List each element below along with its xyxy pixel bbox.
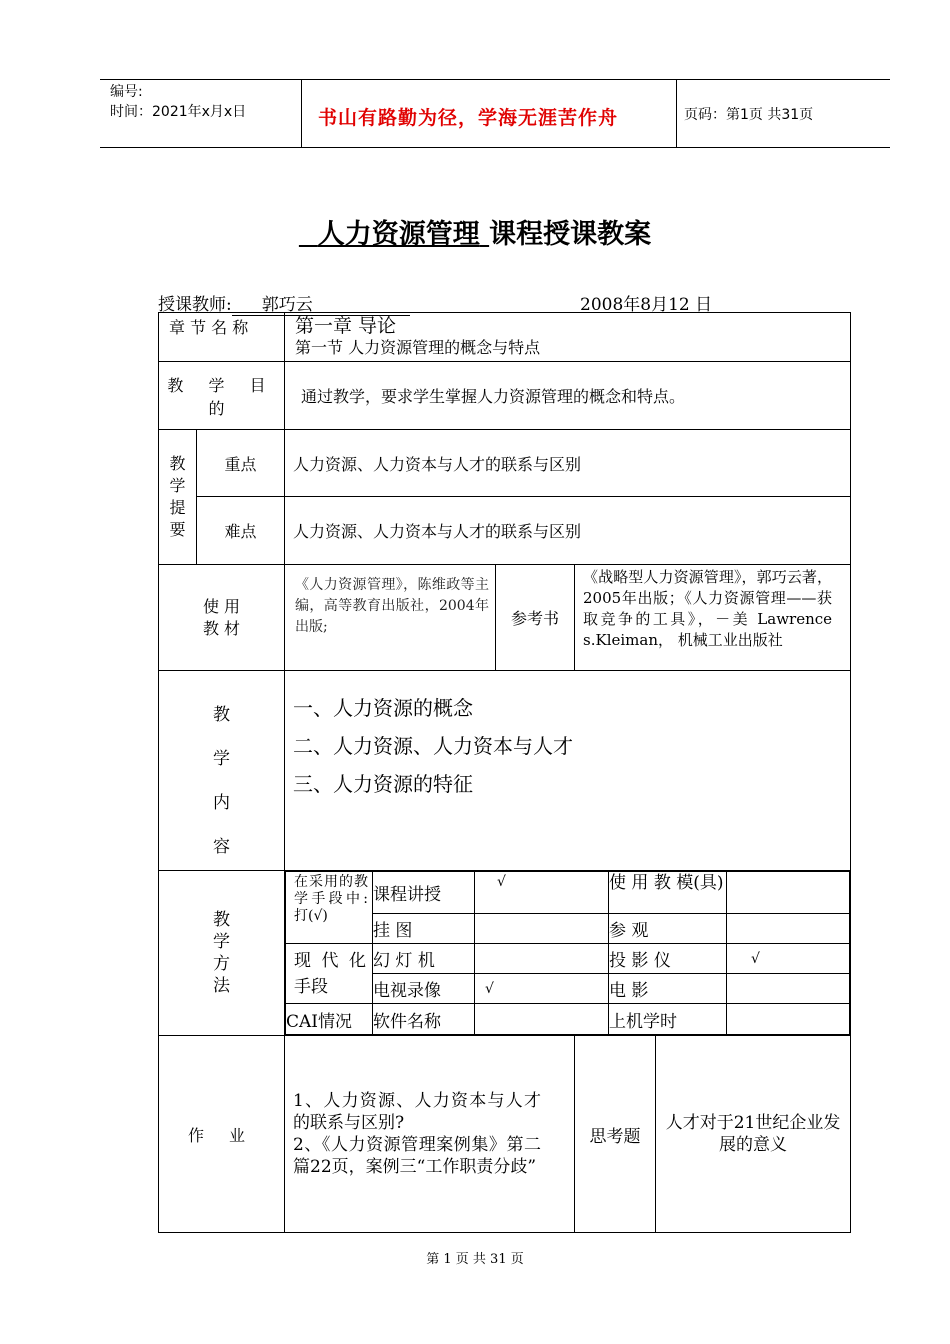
content-label bbox=[159, 671, 285, 871]
objective-label: 教 学 目 的 bbox=[159, 362, 285, 430]
method-visit: 参 观 bbox=[609, 914, 727, 944]
content-list bbox=[285, 671, 851, 871]
thinking-text: 人才对于21世纪企业发展的意义 bbox=[665, 1113, 841, 1155]
section-title: 第一节 人力资源管理的概念与特点 bbox=[295, 338, 541, 357]
key-point-text: 人力资源、人力资本与人才的联系与区别 bbox=[285, 430, 851, 497]
content-row bbox=[159, 671, 851, 871]
title-course: 人力资源管理 bbox=[317, 219, 480, 250]
method-lecture-check: √ bbox=[475, 872, 609, 914]
header-meta bbox=[110, 82, 246, 122]
materials-label bbox=[159, 565, 285, 671]
method-overhead-projector-check: √ bbox=[727, 944, 850, 974]
textbook-text: 《人力资源管理》，陈维政等主编，高等教育出版社，2004年出版; bbox=[285, 565, 496, 671]
lesson-date: 2008年8月12 日 bbox=[580, 295, 713, 315]
method-film-check bbox=[727, 974, 850, 1004]
content-label-char-1: 教 bbox=[213, 705, 230, 725]
header-bottom-rule bbox=[100, 147, 890, 148]
page-footer: 第 1 页 共 31 页 bbox=[426, 1252, 524, 1267]
key-point-row bbox=[159, 430, 851, 497]
header-page-number: 页码：第1页 共31页 bbox=[684, 107, 814, 123]
objective-row bbox=[159, 362, 851, 430]
lab-hours-value bbox=[727, 1004, 850, 1035]
content-label-char-2: 学 bbox=[213, 749, 230, 769]
content-label-char-3: 内 bbox=[213, 793, 230, 813]
method-teaching-model: 使 用 教 模(具) bbox=[609, 872, 727, 914]
reference-label: 参考书 bbox=[496, 565, 575, 671]
header-motto: 书山有路勤为径，学海无涯苦作舟 bbox=[318, 107, 619, 129]
software-name-label: 软件名称 bbox=[373, 1004, 475, 1035]
content-item-1: 一、人力资源的概念 bbox=[293, 696, 474, 720]
method-teaching-model-check bbox=[727, 872, 850, 914]
homework-row bbox=[159, 1036, 851, 1233]
homework-text: 1、人力资源、人力资本与人才的联系与区别? 2、《人力资源管理案例集》第二篇22页，案例三“工作职责分歧” bbox=[285, 1036, 575, 1233]
difficult-point-text: 人力资源、人力资本与人才的联系与区别 bbox=[285, 497, 851, 565]
materials-row bbox=[159, 565, 851, 671]
modern-means-label: 现 代 化手段 bbox=[286, 944, 373, 1004]
method-slide-projector: 幻 灯 机 bbox=[373, 944, 475, 974]
document-title bbox=[0, 212, 950, 251]
method-video-check: √ bbox=[475, 974, 609, 1004]
materials-label-line1: 使 用 bbox=[202, 596, 241, 616]
method-slide-projector-check bbox=[475, 944, 609, 974]
chapter-cell bbox=[285, 313, 851, 362]
header-top-rule bbox=[100, 79, 890, 80]
software-name-value bbox=[475, 1004, 609, 1035]
methods-row bbox=[159, 871, 851, 1036]
thinking-cell bbox=[575, 1036, 851, 1233]
method-wall-chart: 挂 图 bbox=[373, 914, 475, 944]
method-overhead-projector: 投 影 仪 bbox=[609, 944, 727, 974]
chapter-row bbox=[159, 313, 851, 362]
time-label: 时间：2021年x月x日 bbox=[110, 104, 247, 120]
chapter-label: 章 节 名 称 bbox=[159, 313, 285, 362]
key-point-label: 重点 bbox=[197, 430, 285, 497]
methods-table bbox=[285, 871, 850, 1035]
content-label-char-4: 容 bbox=[213, 837, 230, 857]
number-label: 编号: bbox=[110, 84, 143, 100]
header-divider-1 bbox=[301, 79, 302, 147]
methods-instruction: 在采用的教学手段中:打(√) bbox=[286, 872, 373, 944]
methods-row-1 bbox=[286, 872, 850, 914]
header-divider-2 bbox=[676, 79, 677, 147]
reference-text: 《战略型人力资源管理》，郭巧云著，2005年出版；《人力资源管理——获取竞争的工具》，－美 Lawrence s.Kleiman， 机械工业出版社 bbox=[575, 565, 851, 671]
content-item-2: 二、人力资源、人力资本与人才 bbox=[293, 734, 574, 758]
method-video: 电视录像 bbox=[373, 974, 475, 1004]
content-item-3: 三、人力资源的特征 bbox=[293, 772, 474, 796]
methods-label: 教学方法 bbox=[159, 871, 285, 1036]
teacher-name: 郭巧云 bbox=[232, 290, 410, 316]
method-wall-chart-check bbox=[475, 914, 609, 944]
methods-cell bbox=[285, 871, 851, 1036]
title-suffix: 课程授课教案 bbox=[489, 219, 652, 250]
teacher-label: 授课教师: bbox=[158, 295, 232, 315]
homework-label: 作 业 bbox=[159, 1036, 285, 1233]
key-points-group-label: 教学提要 bbox=[159, 430, 197, 565]
thinking-label: 思考题 bbox=[575, 1036, 656, 1232]
objective-text: 通过教学，要求学生掌握人力资源管理的概念和特点。 bbox=[285, 362, 851, 430]
lab-hours-label: 上机学时 bbox=[609, 1004, 727, 1035]
difficult-point-label: 难点 bbox=[197, 497, 285, 565]
difficult-point-row bbox=[159, 497, 851, 565]
method-visit-check bbox=[727, 914, 850, 944]
lesson-plan-table bbox=[158, 312, 851, 1233]
method-lecture: 课程讲授 bbox=[373, 872, 475, 914]
cai-label: CAI情况 bbox=[286, 1004, 373, 1035]
materials-label-line2: 教 材 bbox=[202, 618, 241, 638]
methods-row-3 bbox=[286, 944, 850, 974]
method-film: 电 影 bbox=[609, 974, 727, 1004]
methods-row-5 bbox=[286, 1004, 850, 1035]
chapter-title: 第一章 导论 bbox=[295, 315, 397, 337]
